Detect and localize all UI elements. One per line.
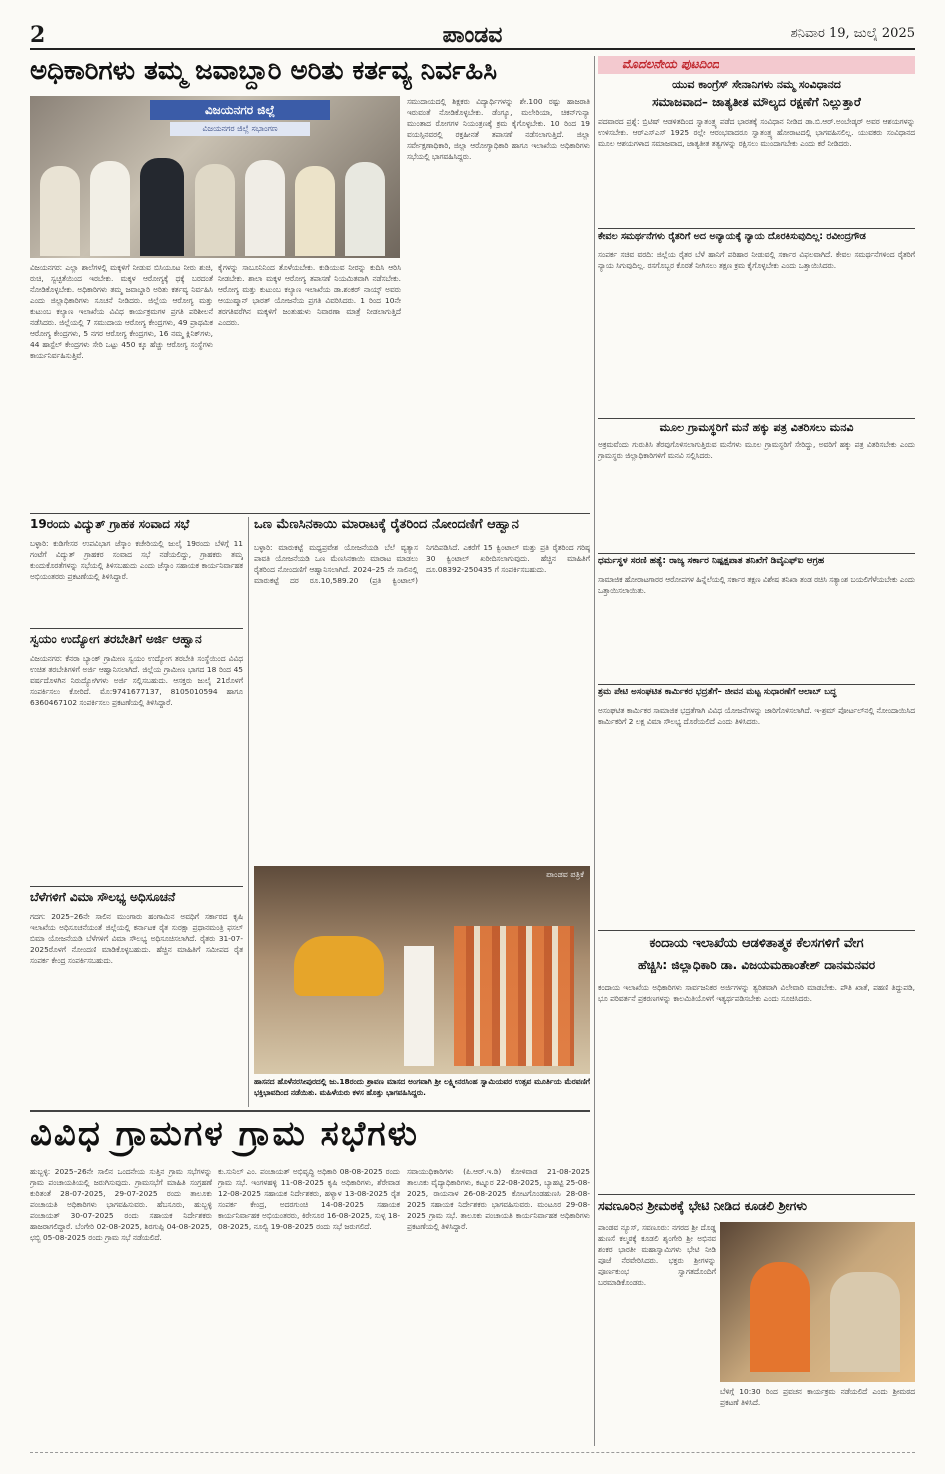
column-rule	[594, 56, 595, 1446]
story2-headline: ಸ್ವಯಂ ಉದ್ಯೋಗ ತರಬೇತಿಗೆ ಅರ್ಜಿ ಆಹ್ವಾನ	[30, 632, 202, 646]
story3-body: ಗದಗ: 2025–26ನೇ ಸಾಲಿನ ಮುಂಗಾರು ಹಂಗಾಮಿನ ಅವಧಿಗೆ ಸರ್ಕಾರದ ಕೃಷಿ ಇಲಾಖೆಯ ಅಧಿಸೂಚನೆಯಂತೆ ಜಿಲ್ಲೆಯಲ್ಲಿ ಕರ್ನಾಟಕ ರೈತ ಸುರಕ್ಷಾ ಪ್ರಧಾನಮಂತ್ರಿ ಫಸಲ್ ಬಿಮಾ ಯೋಜನೆಯಡಿ ಬೆಳೆಗಳಿಗೆ ವಿಮಾ ಸೌಲಭ್ಯ ಅಧಿಸೂಚಿಸಲಾಗಿದೆ. ರೈತರು 31-07-2025ರೊಳಗೆ ನೋಂದಣಿ ಮಾಡಿಕೊಳ್ಳಬಹುದು. ಹೆಚ್ಚಿನ ಮಾಹಿತಿಗೆ ಸಮೀಪದ ರೈತ ಸಂಪರ್ಕ ಕೇಂದ್ರ ಸಂಪರ್ಕಿಸಬಹುದು.	[30, 912, 243, 965]
procession-photo	[254, 866, 590, 1074]
right-story5-body: ಅಸಂಘಟಿತ ಕಾರ್ಮಿಕರ ಸಾಮಾಜಿಕ ಭದ್ರತೆಗಾಗಿ ವಿವಿಧ ಯೋಜನೆಗಳನ್ನು ಜಾರಿಗೊಳಿಸಲಾಗಿದೆ. ಇ-ಶ್ರಮ್ ಪೋರ್ಟಲ್‌ನಲ್ಲಿ ನೋಂದಾಯಿಸಿದ ಕಾರ್ಮಿಕರಿಗೆ 2 ಲಕ್ಷ ವಿಮಾ ಸೌಲಭ್ಯ ದೊರೆಯಲಿದೆ ಎಂದು ತಿಳಿಸಿದರು.	[598, 706, 915, 726]
right-story1-headline-line1: ಯುವ ಕಾಂಗ್ರೆಸ್ ಸೇನಾನಿಗಳು ನಮ್ಮ ಸಂವಿಧಾನದ	[672, 78, 841, 91]
divider	[598, 1194, 915, 1195]
issue-date: ಶನಿವಾರ 19, ಜುಲೈ 2025	[790, 26, 915, 41]
bottom-column-2: ಕು.ಸುನಿಲ್ ಎಂ. ಪಂಚಾಯತ್ ಅಭಿವೃದ್ಧಿ ಅಧಿಕಾರಿ 08-08-2025 ರಂದು ಗ್ರಾಮ ಸಭೆ. ಇಂಗಳಹಳ್ಳಿ 11-08-2025 ಕೃಷಿ ಅಧಿಕಾರಿಗಳು, ಶೆರೇವಾಡ 12-08-2025 ಸಹಾಯಕ ನಿರ್ದೇಶಕರು, ಹಳ್ಯಾಳ 13-08-2025 ರೈತ ಸಂಪರ್ಕ ಕೇಂದ್ರ, ಅದರಗುಂಚಿ 14-08-2025 ಸಹಾಯಕ ಕಾರ್ಯನಿರ್ವಾಹಕ ಅಭಿಯಂತರರು, ಕಿರೇಸೂರ 16-08-2025, ಸುಳ್ಳ 18-08-2025, ನೂಲ್ವಿ 19-08-2025 ರಂದು ಸಭೆ ಜರುಗಲಿದೆ.	[218, 1167, 400, 1231]
continued-label: ಮೊದಲನೇಯ ಪುಟದಿಂದ	[622, 57, 720, 71]
bottom-headline: ವಿವಿಧ ಗ್ರಾಮಗಳ ಗ್ರಾಮ ಸಭೆಗಳು	[30, 1114, 419, 1154]
devotees-group	[454, 926, 574, 1066]
lead-column-2: ಕೈಗಳನ್ನು ಸಾಬೂನಿನಿಂದ ತೊಳೆಯಬೇಕು. ಕುಡಿಯುವ ನೀರನ್ನು ಕುದಿಸಿ ಆರಿಸಿ ನೀಡಬೇಕು. ಶಾಲಾ ಮಕ್ಕಳ ಆರೋಗ್ಯ ತಪಾಸಣೆ ನಿಯಮಿತವಾಗಿ ನಡೆಸಬೇಕು. ಆರೋಗ್ಯ ಮತ್ತು ಕುಟುಂಬ ಕಲ್ಯಾಣ ಇಲಾಖೆಯ ಡಾ.ಶಂಕರ್ ನಾಯ್ಕ್ ಅವರು ಆಯುಷ್ಮಾನ್ ಭಾರತ್ ಯೋಜನೆಯ ಪ್ರಗತಿ ವಿವರಿಸಿದರು. 1 ರಿಂದ 10ನೇ ತರಗತಿವರೆಗಿನ ಮಕ್ಕಳಿಗೆ ಜಂತುಹುಳು ನಿವಾರಣಾ ಮಾತ್ರೆ ನೀಡಲಾಗುತ್ತಿದೆ ಎಂದರು.	[218, 263, 401, 327]
devotee-figure	[830, 1272, 900, 1372]
lead-column-1: ವಿಜಯನಗರ: ಎಲ್ಲಾ ಶಾಲೆಗಳಲ್ಲಿ ಮಕ್ಕಳಿಗೆ ನೀಡುವ ಬಿಸಿಯೂಟ ನೀರು ಶುಚಿ, ರುಚಿ, ಸ್ವಚ್ಛತೆಯಿಂದ ಇರಬೇಕು. ಮಕ್ಕಳ ಆರೋಗ್ಯಕ್ಕೆ ಧಕ್ಕೆ ಬರದಂತೆ ನೋಡಿಕೊಳ್ಳಬೇಕು. ಅಧಿಕಾರಿಗಳು ತಮ್ಮ ಜವಾಬ್ದಾರಿ ಅರಿತು ಕರ್ತವ್ಯ ನಿರ್ವಹಿಸಿ ಎಂದು ಜಿಲ್ಲಾಧಿಕಾರಿಗಳು ಸೂಚನೆ ನೀಡಿದರು. ಜಿಲ್ಲೆಯ ಆರೋಗ್ಯ ಮತ್ತು ಕುಟುಂಬ ಕಲ್ಯಾಣ ಇಲಾಖೆಯ ವಿವಿಧ ಕಾರ್ಯಕ್ರಮಗಳ ಪ್ರಗತಿ ಪರಿಶೀಲನೆ ನಡೆಸಿದರು. ಜಿಲ್ಲೆಯಲ್ಲಿ 7 ಸಮುದಾಯ ಆರೋಗ್ಯ ಕೇಂದ್ರಗಳು, 49 ಪ್ರಾಥಮಿಕ ಆರೋಗ್ಯ ಕೇಂದ್ರಗಳು, 5 ನಗರ ಆರೋಗ್ಯ ಕೇಂದ್ರಗಳು, 16 ನಮ್ಮ ಕ್ಲಿನಿಕ್‌ಗಳು, 44 ಹಾಸ್ಟೆಲ್ ಕೇಂದ್ರಗಳು ಸೇರಿ ಒಟ್ಟು 450 ಕ್ಕೂ ಹೆಚ್ಚು ಆರೋಗ್ಯ ಸಂಸ್ಥೆಗಳು ಕಾರ್ಯನಿರ್ವಹಿಸುತ್ತಿವೆ.	[30, 263, 213, 360]
people-group	[40, 156, 390, 256]
right-story6-headline-line2: ಹೆಚ್ಚಿಸಿ: ಜಿಲ್ಲಾಧಿಕಾರಿ ಡಾ. ವಿಜಯಮಹಾಂತೇಶ್ ದಾನಮನವರ	[637, 958, 876, 972]
bottom-column-1: ಹುಬ್ಬಳ್ಳಿ: 2025–26ನೇ ಸಾಲಿನ ಒಂದನೇಯ ಸುತ್ತಿನ ಗ್ರಾಮ ಸಭೆಗಳನ್ನು ಗ್ರಾಮ ಪಂಚಾಯತಿಯಲ್ಲಿ ಜರುಗಿಸುವುದು. ಗ್ರಾಮಸಭೆಗೆ ಮಾಹಿತಿ ಸಂಗ್ರಹಣೆ ಕುರಿತಂತೆ 28-07-2025, 29-07-2025 ರಂದು ತಾಲೂಕು ಪಂಚಾಯತಿ ಅಧಿಕಾರಿಗಳು ಭಾಗವಹಿಸುವರು. ಹೆಬಸೂರು, ಹುಬ್ಬಳ್ಳಿ ಪಂಚಾಯತ್ 30-07-2025 ರಂದು ಸಹಾಯಕ ನಿರ್ದೇಶಕರು ಹಾಜರಾಗಲಿದ್ದಾರೆ. ಬೆಂಗೇರಿ 02-08-2025, ಶಿರಗುಪ್ಪಿ 04-08-2025, ಛಬ್ಬಿ 05-08-2025 ರಂದು ಗ್ರಾಮ ಸಭೆ ನಡೆಯಲಿದೆ.	[30, 1167, 212, 1242]
right-story7-body-cont: ಬೆಳಿಗ್ಗೆ 10:30 ರಿಂದ ಪ್ರವಚನ ಕಾರ್ಯಕ್ರಮ ನಡೆಯಲಿದೆ ಎಂದು ಶ್ರೀಮಠದ ಪ್ರಕಟಣೆ ತಿಳಿಸಿದೆ.	[720, 1387, 915, 1407]
story1-headline: 19ರಂದು ವಿದ್ಯುತ್ ಗ್ರಾಹಕ ಸಂವಾದ ಸಭೆ	[30, 517, 190, 531]
divider	[30, 1110, 590, 1112]
lead-column-3: ಸಮುದಾಯದಲ್ಲಿ ಶಿಕ್ಷಕರು ವಿದ್ಯಾರ್ಥಿಗಳನ್ನು ಶೇ.100 ರಷ್ಟು ಹಾಜರಾತಿ ಇರುವಂತೆ ನೋಡಿಕೊಳ್ಳಬೇಕು. ಡೆಂಗ್ಯೂ, ಮಲೇರಿಯಾ, ಚಿಕನ್‌ಗುನ್ಯಾ ಮುಂತಾದ ರೋಗಗಳ ನಿಯಂತ್ರಣಕ್ಕೆ ಕ್ರಮ ಕೈಗೊಳ್ಳಬೇಕು. 10 ರಿಂದ 19 ವಯಸ್ಸಿನವರಲ್ಲಿ ರಕ್ತಹೀನತೆ ತಪಾಸಣೆ ನಡೆಸಲಾಗುತ್ತಿದೆ. ಜಿಲ್ಲಾ ಸರ್ವೇಕ್ಷಣಾಧಿಕಾರಿ, ಜಿಲ್ಲಾ ಆರೋಗ್ಯಾಧಿಕಾರಿ ಹಾಗೂ ಇಲಾಖೆಯ ಅಧಿಕಾರಿಗಳು ಸಭೆಯಲ್ಲಿ ಭಾಗವಹಿಸಿದ್ದರು.	[407, 97, 590, 161]
story4-headline: ಒಣ ಮೆಣಸಿನಕಾಯಿ ಮಾರಾಟಕ್ಕೆ ರೈತರಿಂದ ನೋಂದಣಿಗೆ ಆಹ್ವಾನ	[254, 517, 519, 532]
right-story2-headline: ಕೇವಲ ಸಮರ್ಥನೆಗಳು ರೈತರಿಗೆ ಅದ ಅನ್ಯಾಯಕ್ಕೆ ನ್ಯಾಯ ದೊರಕಿಸುವುದಿಲ್ಲ: ರವೀಂದ್ರಗೌಡ	[598, 231, 866, 242]
story3-headline: ಬೆಳೆಗಳಿಗೆ ವಿಮಾ ಸೌಲಭ್ಯ ಅಧಿಸೂಚನೆ	[30, 890, 176, 904]
swamiji-photo	[720, 1222, 915, 1382]
divider	[598, 228, 915, 229]
right-story3-body: ಅಕ್ರಮವೆಂದು ಗುರುತಿಸಿ ತೆರವುಗೊಳಿಸಲಾಗುತ್ತಿರುವ ಮನೆಗಳು ಮೂಲ ಗ್ರಾಮಸ್ಥರಿಗೆ ಸೇರಿದ್ದು, ಅವರಿಗೆ ಹಕ್ಕು ಪತ್ರ ವಿತರಿಸಬೇಕು ಎಂದು ಗ್ರಾಮಸ್ಥರು ಜಿಲ್ಲಾಧಿಕಾರಿಗಳಿಗೆ ಮನವಿ ಸಲ್ಲಿಸಿದರು.	[598, 440, 915, 460]
divider	[598, 930, 915, 931]
bottom-column-3: ಸವಾಯುಧಿಕಾರಿಗಳು (ಪಿ.ಆರ್.ಇ.ಡಿ) ಕೋಳಿವಾಡ 21-08-2025 ತಾಲೂಕು ವೈದ್ಯಾಧಿಕಾರಿಗಳು, ಕಟ್ನೂರ 22-08-2025, ಬ್ಯಾಹಟ್ಟಿ 25-08-2025, ರಾಯನಾಳ 26-08-2025 ಕೋಟಗೊಂಡಹುಣಸಿ 28-08-2025 ಸಹಾಯಕ ನಿರ್ದೇಶಕರು ಭಾಗವಹಿಸುವರು. ಮಂಟೂರ 29-08-2025 ಗ್ರಾಮ ಸಭೆ. ತಾಲೂಕು ಪಂಚಾಯತಿ ಕಾರ್ಯನಿರ್ವಾಹಕ ಅಧಿಕಾರಿಗಳು ಪ್ರಕಟಣೆಯಲ್ಲಿ ತಿಳಿಸಿದ್ದಾರೆ.	[407, 1167, 590, 1231]
lead-photo	[30, 96, 400, 258]
divider	[30, 513, 590, 514]
continued-label-bar	[598, 56, 915, 74]
right-story1-headline-line2: ಸಮಾಜವಾದ– ಜಾತ್ಯತೀತ ಮೌಲ್ಯದ ರಕ್ಷಣೆಗೆ ನಿಲ್ಲುತ್ತಾರೆ	[652, 95, 861, 109]
right-story6-headline-line1: ಕಂದಾಯ ಇಲಾಖೆಯ ಆಡಳಿತಾತ್ಮಕ ಕೆಲಸಗಳಿಗೆ ವೇಗ	[649, 936, 864, 951]
divider	[598, 684, 915, 685]
footer-rule	[30, 1452, 915, 1460]
divider	[30, 628, 243, 629]
story2-body: ವಿಜಯನಗರ: ಕೆನರಾ ಬ್ಯಾಂಕ್ ಗ್ರಾಮೀಣ ಸ್ವಯಂ ಉದ್ಯೋಗ ತರಬೇತಿ ಸಂಸ್ಥೆಯಿಂದ ವಿವಿಧ ಉಚಿತ ತರಬೇತಿಗಳಿಗೆ ಅರ್ಜಿ ಆಹ್ವಾನಿಸಲಾಗಿದೆ. ಜಿಲ್ಲೆಯ ಗ್ರಾಮೀಣ ಭಾಗದ 18 ರಿಂದ 45 ವರ್ಷದೊಳಗಿನ ನಿರುದ್ಯೋಗಿಗಳು ಅರ್ಜಿ ಸಲ್ಲಿಸಬಹುದು. ಆಸಕ್ತರು ಜುಲೈ 21ರೊಳಗೆ ಸಂಪರ್ಕಿಸಲು ಕೋರಿದೆ. ಮೊ:9741677137, 8105010594 ಹಾಗೂ 6360467102 ಸಂಪರ್ಕಿಸಲು ಪ್ರಕಟಣೆಯಲ್ಲಿ ತಿಳಿಸಿದ್ದಾರೆ.	[30, 654, 243, 707]
divider	[598, 418, 915, 419]
page-header	[30, 22, 915, 50]
page-number: 2	[30, 22, 46, 48]
photo-banner: ವಿಜಯನಗರ ಜಿಲ್ಲೆ	[150, 100, 330, 120]
story1-body: ಬಳ್ಳಾರಿ: ಕುಡಿಗೇಸರ ಉಪವಿಭಾಗ ಜೆಸ್ಕಾಂ ಕಚೇರಿಯಲ್ಲಿ ಜುಲೈ 19ರಂದು ಬೆಳಿಗ್ಗೆ 11 ಗಂಟೆಗೆ ವಿದ್ಯುತ್ ಗ್ರಾಹಕರ ಸಂವಾದ ಸಭೆ ನಡೆಯಲಿದ್ದು, ಗ್ರಾಹಕರು ತಮ್ಮ ಕುಂದುಕೊರತೆಗಳನ್ನು ಸಭೆಯಲ್ಲಿ ತಿಳಿಸಬಹುದು ಎಂದು ಜೆಸ್ಕಾಂ ಸಹಾಯಕ ಕಾರ್ಯನಿರ್ವಾಹಕ ಅಭಿಯಂತರರು ಪ್ರಕಟಣೆಯಲ್ಲಿ ತಿಳಿಸಿದ್ದಾರೆ.	[30, 539, 243, 581]
procession-caption: ಹಾಸನದ ಹೊಳೆನರಸೀಪುರದಲ್ಲಿ ಜು.18ರಂದು ಶ್ರಾವಣ ಮಾಸದ ಅಂಗವಾಗಿ ಶ್ರೀ ಲಕ್ಷ್ಮೀನರಸಿಂಹ ಸ್ವಾಮಿಯವರ ಉತ್ಸವ ಮೂರ್ತಿಯ ಮೆರವಣಿಗೆ ಭಕ್ತಿಭಾವದಿಂದ ನಡೆಯಿತು. ಮಹಿಳೆಯರು ಕಳಸ ಹೊತ್ತು ಭಾಗವಹಿಸಿದ್ದರು.	[254, 1077, 590, 1097]
column-rule	[248, 517, 249, 1107]
swamiji-figure	[750, 1262, 810, 1372]
photo-credit: ಪಾಂಡವ ಪತ್ರಿಕೆ	[546, 870, 584, 879]
right-story7-body: ಪಾಂಡವ ನ್ಯೂಸ್, ಸವಣೂರು: ನಗರದ ಶ್ರೀ ದೊಡ್ಡ ಹುಣಸೆ ಕಲ್ಮಠಕ್ಕೆ ಕೂಡಲಿ ಶೃಂಗೇರಿ ಶ್ರೀ ಅಭಿನವ ಶಂಕರ ಭಾರತೀ ಮಹಾಸ್ವಾಮಿಗಳು ಭೇಟಿ ನೀಡಿ ಪೂಜೆ ನೆರವೇರಿಸಿದರು. ಭಕ್ತರು ಶ್ರೀಗಳನ್ನು ಪೂರ್ಣಕುಂಭ ಸ್ವಾಗತದೊಂದಿಗೆ ಬರಮಾಡಿಕೊಂಡರು.	[598, 1223, 716, 1287]
photo-banner-sub: ವಿಜಯನಗರ ಜಿಲ್ಲೆ ಸಭಾಂಗಣ	[170, 122, 310, 136]
priest-figure	[404, 946, 434, 1066]
divider	[598, 553, 915, 554]
right-story3-headline: ಮೂಲ ಗ್ರಾಮಸ್ಥರಿಗೆ ಮನೆ ಹಕ್ಕು ಪತ್ರ ವಿತರಿಸಲು ಮನವಿ	[659, 421, 854, 434]
palanquin	[294, 936, 384, 996]
right-story1-body: ಪದವಾರದ ಪ್ರಶ್ನೆ: ಬ್ರಿಟಿಷ್ ಆಡಳಿತದಿಂದ ಸ್ವಾತಂತ್ರ್ಯ ಪಡೆದ ಭಾರತಕ್ಕೆ ಸಂವಿಧಾನ ನೀಡಿದ ಡಾ.ಬಿ.ಆರ್.ಅಂಬೇಡ್ಕರ್ ಅವರ ಆಶಯಗಳನ್ನು ಉಳಿಸಬೇಕು. ಆರ್‌ಎಸ್‌ಎಸ್ 1925 ರಲ್ಲೇ ಆರಂಭವಾದರೂ ಸ್ವಾತಂತ್ರ್ಯ ಹೋರಾಟದಲ್ಲಿ ಭಾಗವಹಿಸಲಿಲ್ಲ. ಯುವಕರು ಸಂವಿಧಾನದ ಮೂಲ ಆಶಯಗಳಾದ ಸಮಾಜವಾದ, ಜಾತ್ಯತೀತ ತತ್ವಗಳನ್ನು ರಕ್ಷಿಸಲು ಮುಂದಾಗಬೇಕು ಎಂದು ಕರೆ ನೀಡಿದರು.	[598, 117, 915, 148]
lead-headline: ಅಧಿಕಾರಿಗಳು ತಮ್ಮ ಜವಾಬ್ದಾರಿ ಅರಿತು ಕರ್ತವ್ಯ ನಿರ್ವಹಿಸಿ	[30, 56, 498, 86]
masthead: ಪಾಂಡವ	[442, 22, 503, 48]
right-story2-body: ಸಂಪರ್ಕ ಸಚಿವ ವರದಿ: ಜಿಲ್ಲೆಯ ರೈತರ ಬೆಳೆ ಹಾನಿಗೆ ಪರಿಹಾರ ನೀಡುವಲ್ಲಿ ಸರ್ಕಾರ ವಿಫಲವಾಗಿದೆ. ಕೇವಲ ಸಮರ್ಥನೆಗಳಿಂದ ರೈತರಿಗೆ ನ್ಯಾಯ ಸಿಗುವುದಿಲ್ಲ. ರಸಗೊಬ್ಬರ ಕೊರತೆ ನೀಗಿಸಲು ತಕ್ಷಣ ಕ್ರಮ ಕೈಗೊಳ್ಳಬೇಕು ಎಂದು ಒತ್ತಾಯಿಸಿದರು.	[598, 250, 915, 270]
right-story4-body: ಸಾಮಾಜಿಕ ಹೋರಾಟಗಾರರ ಆರೋಪಗಳ ಹಿನ್ನೆಲೆಯಲ್ಲಿ ಸರ್ಕಾರ ತಕ್ಷಣ ವಿಶೇಷ ತನಿಖಾ ತಂಡ ರಚಿಸಿ ಸತ್ಯಾಂಶ ಬಯಲಿಗೆಳೆಯಬೇಕು ಎಂದು ಒತ್ತಾಯಿಸಲಾಯಿತು.	[598, 575, 915, 595]
divider	[30, 886, 243, 887]
right-story5-headline: ಶ್ರಮ ಪೇಟಿ ಅಸಂಘಟಿತ ಕಾರ್ಮಿಕರ ಭದ್ರತೆಗೆ– ಜೀವನ ಮಟ್ಟ ಸುಧಾರಣೆಗೆ ಆಲಾಬ್ ಬದ್ಧ	[598, 687, 837, 697]
right-story6-body: ಕಂದಾಯ ಇಲಾಖೆಯ ಅಧಿಕಾರಿಗಳು ಸಾರ್ವಜನಿಕರ ಅರ್ಜಿಗಳನ್ನು ತ್ವರಿತವಾಗಿ ವಿಲೇವಾರಿ ಮಾಡಬೇಕು. ಪೌತಿ ಖಾತೆ, ಪಹಣಿ ತಿದ್ದುಪಡಿ, ಭೂ ಪರಿವರ್ತನೆ ಪ್ರಕರಣಗಳನ್ನು ಕಾಲಮಿತಿಯೊಳಗೆ ಇತ್ಯರ್ಥಪಡಿಸಬೇಕು ಎಂದು ಸೂಚಿಸಿದರು.	[598, 983, 915, 1003]
right-story7-headline: ಸವಣೂರಿನ ಶ್ರೀಮಠಕ್ಕೆ ಭೇಟಿ ನೀಡಿದ ಕೂಡಲಿ ಶ್ರೀಗಳು	[598, 1198, 807, 1213]
story4-body: ಬಳ್ಳಾರಿ: ಮಾರುಕಟ್ಟೆ ಮಧ್ಯಪ್ರವೇಶ ಯೋಜನೆಯಡಿ ಬೆಲೆ ವ್ಯತ್ಯಾಸ ಪಾವತಿ ಯೋಜನೆಯಡಿ ಒಣ ಮೆಣಸಿನಕಾಯಿ ಮಾರಾಟ ಮಾಡಲು ರೈತರಿಂದ ನೋಂದಣಿಗೆ ಆಹ್ವಾನಿಸಲಾಗಿದೆ. 2024–25 ನೇ ಸಾಲಿನಲ್ಲಿ ಮಾರುಕಟ್ಟೆ ದರ ರೂ.10,589.20 (ಪ್ರತಿ ಕ್ವಿಂಟಾಲ್) ನಿಗದಿಪಡಿಸಿದೆ. ಎಕರೆಗೆ 15 ಕ್ವಿಂಟಾಲ್ ಮತ್ತು ಪ್ರತಿ ರೈತರಿಂದ ಗರಿಷ್ಠ 30 ಕ್ವಿಂಟಾಲ್ ಖರೀದಿಸಲಾಗುವುದು. ಹೆಚ್ಚಿನ ಮಾಹಿತಿಗೆ ದೂ.08392-250435 ಗೆ ಸಂಪರ್ಕಿಸಬಹುದು.	[254, 543, 590, 585]
right-story4-headline: ಧರ್ಮಸ್ಥಳ ಸರಣಿ ಹತ್ಯೆ: ರಾಜ್ಯ ಸರ್ಕಾರ ನಿಷ್ಪಕ್ಷಪಾತ ತನಿಖೆಗೆ ಡಿವೈಎಫ್‌ಐ ಆಗ್ರಹ	[598, 556, 825, 566]
